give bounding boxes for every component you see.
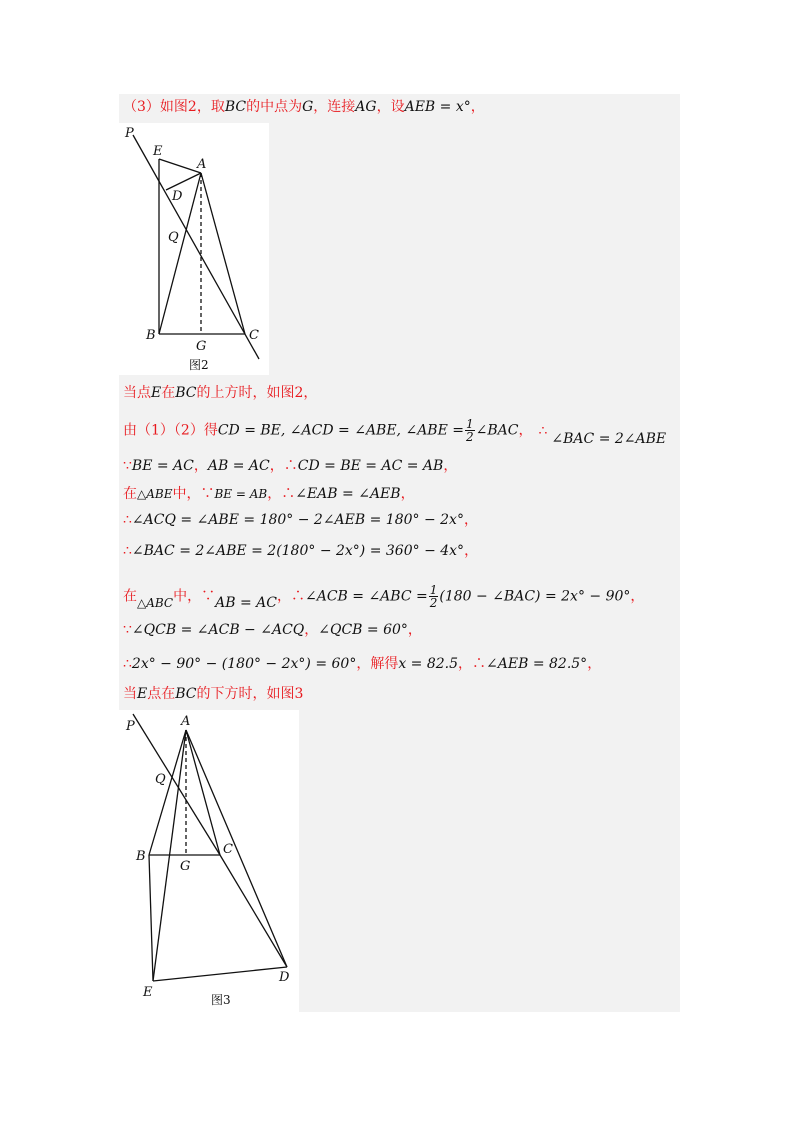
figure-2-caption: 图2 xyxy=(189,358,209,372)
label-E: E xyxy=(143,985,153,1000)
math: ∠ACQ = ∠ABE = 180° − 2∠AEB = 180° − 2x° xyxy=(131,512,464,528)
text: ∴ xyxy=(538,422,548,439)
label-P: P xyxy=(125,126,134,141)
text: ， xyxy=(269,458,284,474)
text: ， xyxy=(400,486,415,502)
math: △ABC xyxy=(137,595,174,610)
text: 在 xyxy=(161,385,176,401)
text: ， xyxy=(407,622,422,638)
text: 当 xyxy=(123,686,137,702)
text: ，设 xyxy=(376,99,405,115)
math: ∠BAC = 2∠ABE = 2(180° − 2x°) = 360° − 4x° xyxy=(131,543,465,559)
math: △ABE xyxy=(137,487,173,501)
text: 中， xyxy=(173,588,202,605)
text: ， xyxy=(470,99,485,115)
figure-2 xyxy=(119,123,269,375)
label-Q: Q xyxy=(155,772,166,787)
text: ∵ xyxy=(200,486,215,502)
line-3 xyxy=(123,417,667,447)
text: 的中点为 xyxy=(246,99,303,115)
text: ， xyxy=(464,543,479,559)
text: ∴ xyxy=(281,486,296,502)
text: 中， xyxy=(172,486,201,502)
text: 由（1）（2）得 xyxy=(123,422,218,439)
math: ∠QCB = 60° xyxy=(318,622,408,638)
math: AB = AC xyxy=(215,594,277,611)
label-C: C xyxy=(223,842,233,857)
fraction-half xyxy=(429,584,439,609)
text: ∵ xyxy=(123,458,132,474)
text: ，解得 xyxy=(356,656,399,672)
math: x = 82.5 xyxy=(398,656,459,672)
line-8 xyxy=(123,584,644,609)
label-B: B xyxy=(146,328,156,343)
figure-2-diagram xyxy=(119,123,269,375)
math: G xyxy=(302,99,314,115)
label-G: G xyxy=(196,339,207,354)
denominator: 2 xyxy=(429,596,438,610)
math: CD = BE = AC = AB xyxy=(297,458,444,474)
text: 当点 xyxy=(123,385,151,401)
text: ， xyxy=(443,458,458,474)
text: ∵ xyxy=(123,622,132,638)
text: ∴ xyxy=(123,543,132,559)
math: BC xyxy=(175,385,197,401)
text: ， xyxy=(276,588,291,605)
fraction-half xyxy=(465,418,475,443)
line-6 xyxy=(123,510,478,530)
label-A: A xyxy=(197,157,207,172)
text: （3）如图2，取 xyxy=(123,99,225,115)
text: ， xyxy=(518,422,533,439)
math: BC xyxy=(175,686,197,702)
text: ， xyxy=(193,458,208,474)
math: ∠ACB = ∠ABC = xyxy=(304,588,428,605)
text: ∴ xyxy=(283,458,298,474)
numerator: 1 xyxy=(429,583,438,597)
text: ， xyxy=(458,656,473,672)
math: BE = AB xyxy=(214,487,268,501)
numerator: 1 xyxy=(466,417,474,431)
line-9 xyxy=(123,620,422,640)
text: ， xyxy=(630,588,645,605)
label-P: P xyxy=(126,719,135,734)
math: E xyxy=(137,686,148,702)
math: ∠AEB = 82.5° xyxy=(486,656,588,672)
text: 的下方时，如图3 xyxy=(196,686,304,702)
label-C: C xyxy=(249,328,259,343)
text: ， xyxy=(463,512,478,528)
line-10 xyxy=(123,654,601,674)
label-G: G xyxy=(180,859,191,874)
math: AEB = x° xyxy=(404,99,471,115)
math: AB = AC xyxy=(207,458,270,474)
math: CD = BE, ∠ACD = ∠ABE, ∠ABE = xyxy=(217,422,464,439)
text: 的上方时，如图2， xyxy=(196,385,318,401)
line-7 xyxy=(123,541,478,561)
label-D: D xyxy=(172,189,183,204)
math: BE = AC xyxy=(131,458,194,474)
text: ， xyxy=(587,656,602,672)
line-4 xyxy=(123,456,457,476)
text: 在 xyxy=(123,486,137,502)
text: ∵ xyxy=(201,588,216,605)
math: 2x° − 90° − (180° − 2x°) = 60° xyxy=(131,656,357,672)
line-11 xyxy=(123,684,303,704)
math: BC xyxy=(224,99,247,115)
label-D: D xyxy=(279,970,290,985)
text: ∴ xyxy=(123,656,132,672)
label-B: B xyxy=(136,849,146,864)
text: ， xyxy=(304,622,319,638)
line-2 xyxy=(123,383,317,403)
figure-3-diagram xyxy=(119,710,299,1012)
math: AG xyxy=(355,99,377,115)
line-5 xyxy=(123,484,415,504)
text: ， xyxy=(267,486,282,502)
math: ∠BAC xyxy=(475,422,519,439)
math: E xyxy=(151,385,162,401)
line-1 xyxy=(123,97,485,117)
text: ∴ xyxy=(472,656,487,672)
label-E: E xyxy=(153,144,163,159)
math: ∠EAB = ∠AEB xyxy=(295,486,401,502)
figure-3 xyxy=(119,710,299,1012)
text: 在 xyxy=(123,588,137,605)
text: ∴ xyxy=(123,512,132,528)
text: ∴ xyxy=(290,588,305,605)
label-A: A xyxy=(181,714,191,729)
text: ，连接 xyxy=(313,99,356,115)
text: 点在 xyxy=(147,686,176,702)
label-Q: Q xyxy=(168,230,179,245)
math: ∠BAC = 2∠ABE xyxy=(551,430,667,447)
math: (180 − ∠BAC) = 2x° − 90° xyxy=(439,588,631,605)
figure-3-caption: 图3 xyxy=(211,993,231,1007)
math: ∠QCB = ∠ACB − ∠ACQ xyxy=(131,622,305,638)
denominator: 2 xyxy=(466,430,474,444)
